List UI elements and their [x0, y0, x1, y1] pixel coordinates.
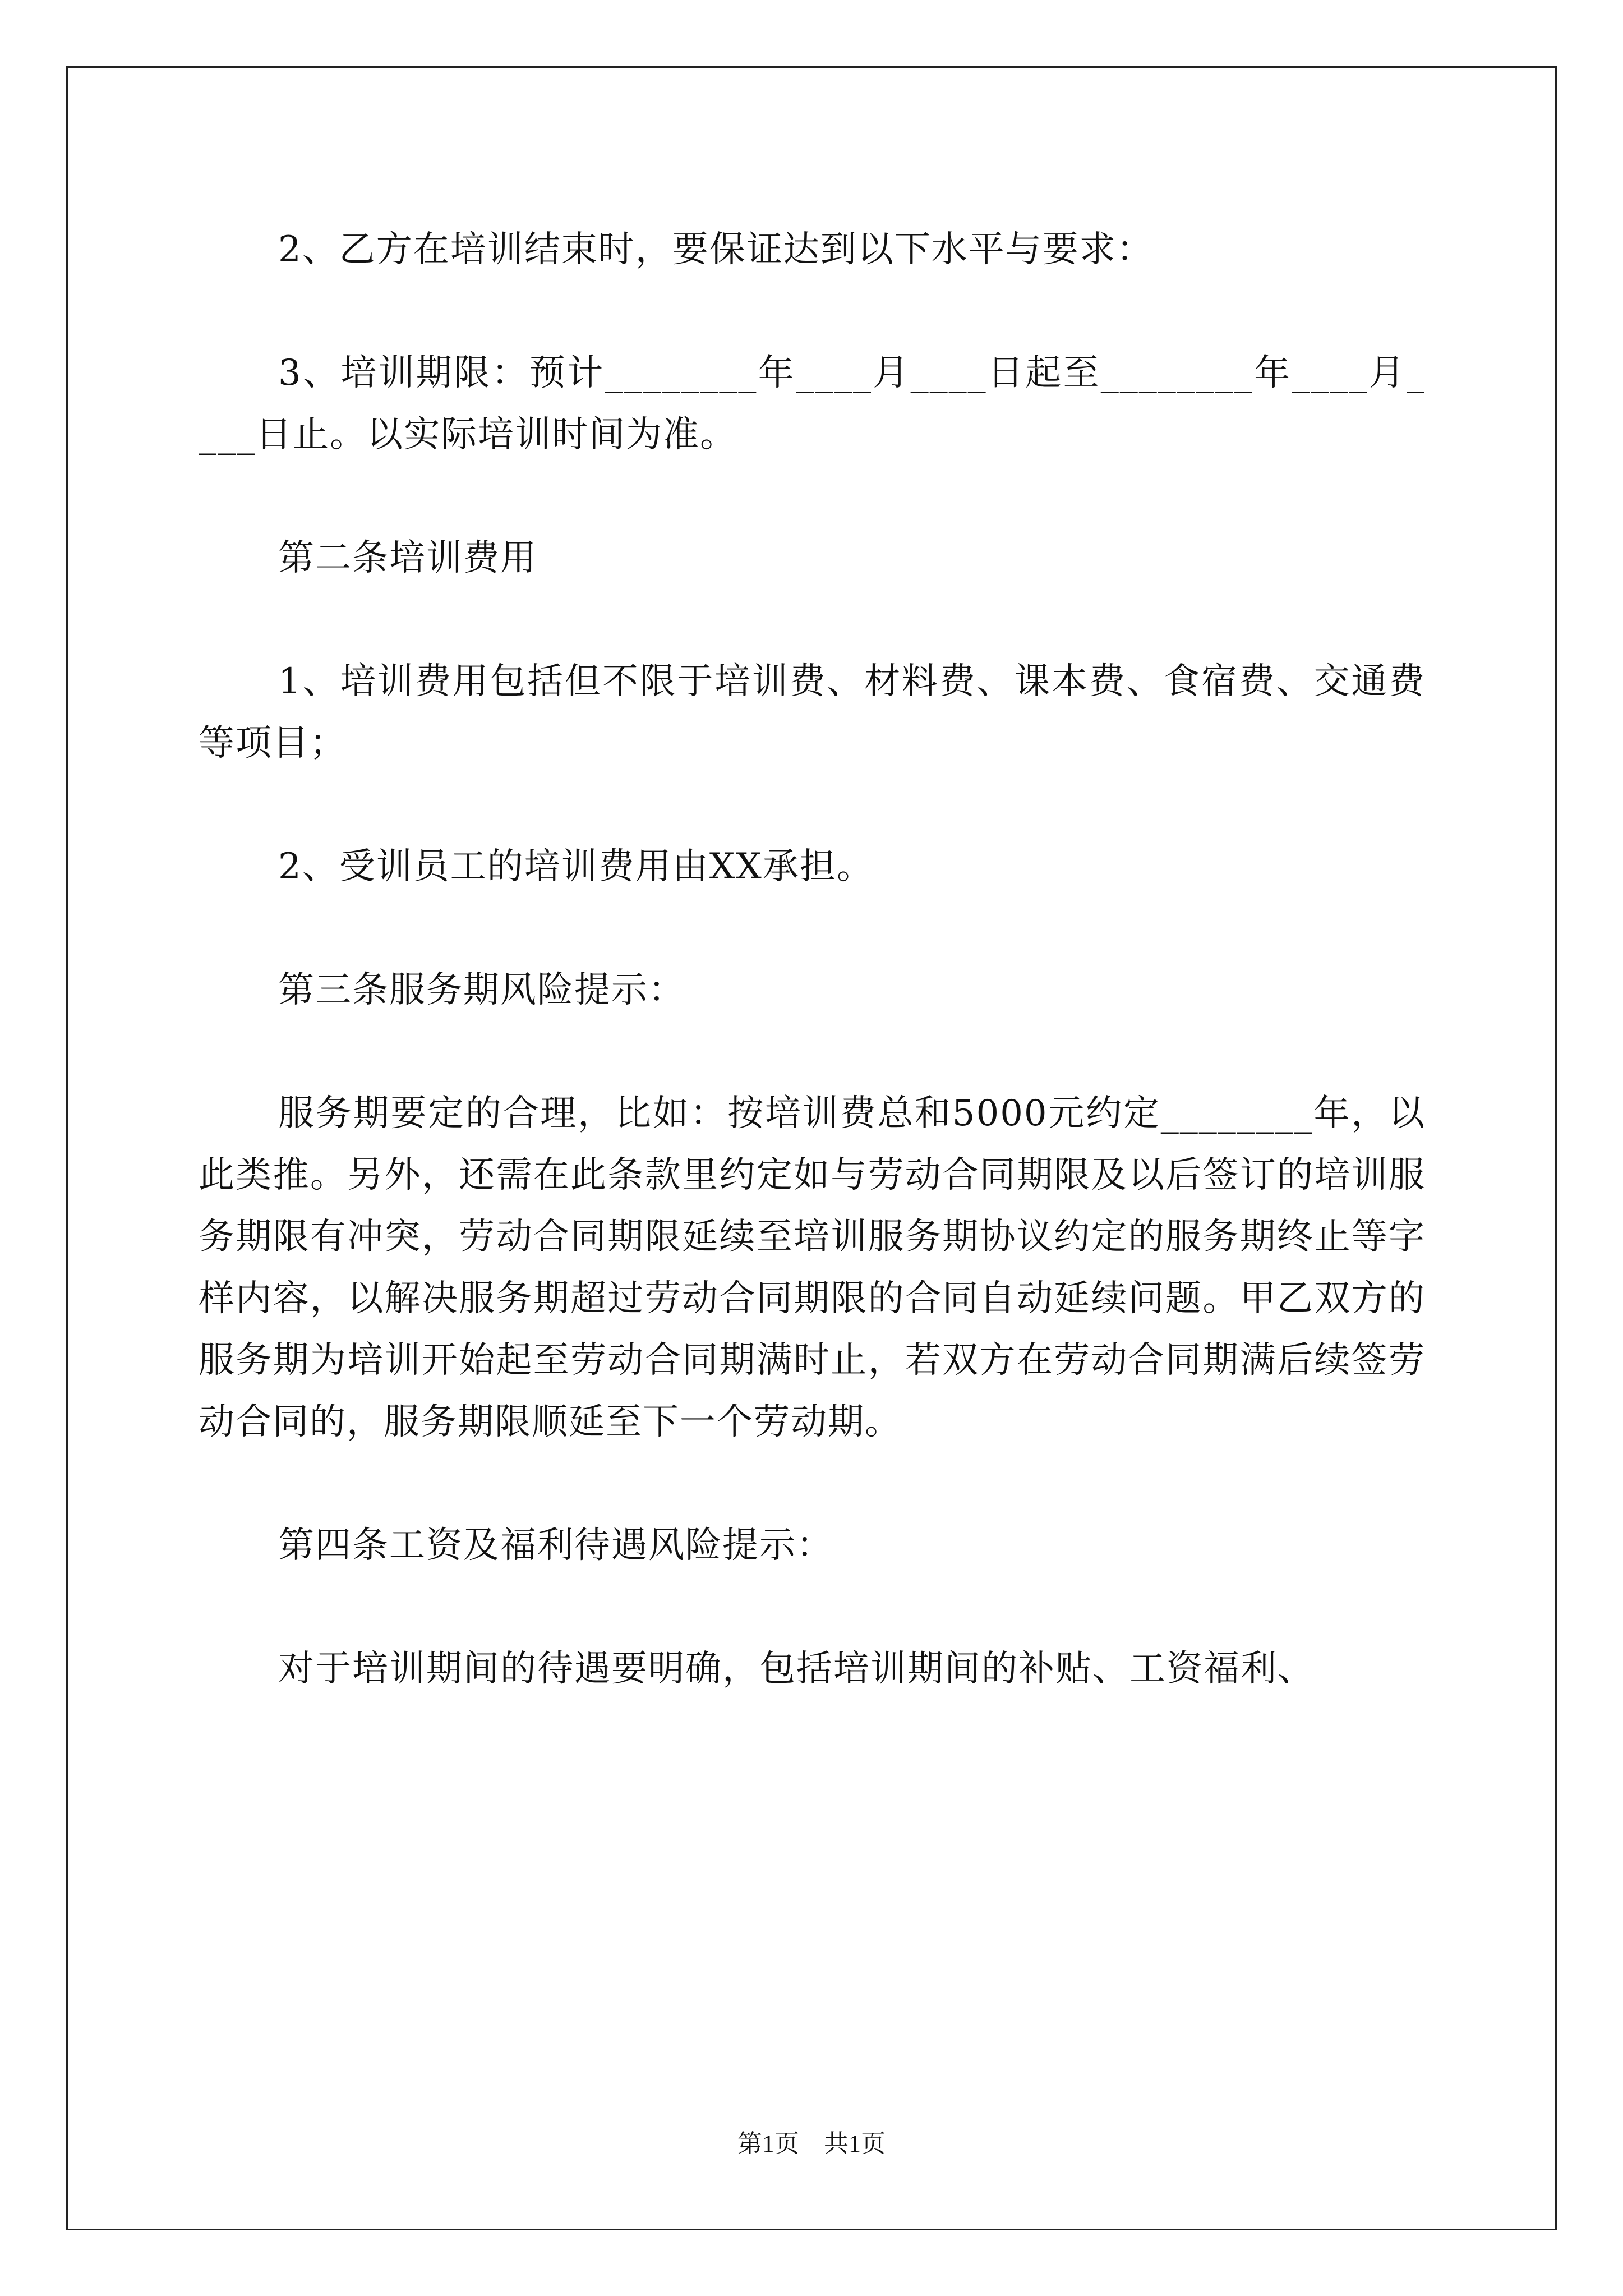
page-number: 第1页 — [737, 2130, 799, 2157]
heading-article-2-training-cost: 第二条培训费用 — [278, 537, 537, 579]
page-total: 共1页 — [824, 2130, 886, 2157]
paragraph-cost-bearer: 2、受训员工的培训费用由XX承担。 — [278, 846, 874, 887]
paragraph-cost-items: 1、培训费用包括但不限于培训费、材料费、课本费、食宿费、交通费等项目； — [199, 661, 1426, 764]
heading-article-4-wages-benefits: 第四条工资及福利待遇风险提示： — [278, 1525, 833, 1566]
paragraph-training-period: 3、培训期限：预计________年____月____日起至________年____月____日止。以实际培训时间为准。 — [199, 352, 1426, 455]
paragraph-training-requirements: 2、乙方在培训结束时，要保证达到以下水平与要求： — [278, 229, 1154, 270]
heading-article-3-service-period: 第三条服务期风险提示： — [278, 969, 685, 1011]
document-body — [199, 219, 1426, 1700]
page-footer — [0, 2127, 1623, 2161]
paragraph-training-treatment: 对于培训期间的待遇要明确，包括培训期间的补贴、工资福利、 — [278, 1648, 1315, 1690]
paragraph-service-period-details: 服务期要定的合理，比如：按培训费总和5000元约定________年，以此类推。另外，还需在此条款里约定如与劳动合同期限及以后签订的培训服务期限有冲突，劳动合同期限延续至培训服务期协议约定的服务期终止等字样内容，以解决服务期超过劳动合同期限的合同自动延续问题。甲乙双方的服务期为培训开始起至劳动合同期满时止，若双方在劳动合同期满后续签劳动合同的，服务期限顺延至下一个劳动期。 — [199, 1093, 1426, 1443]
